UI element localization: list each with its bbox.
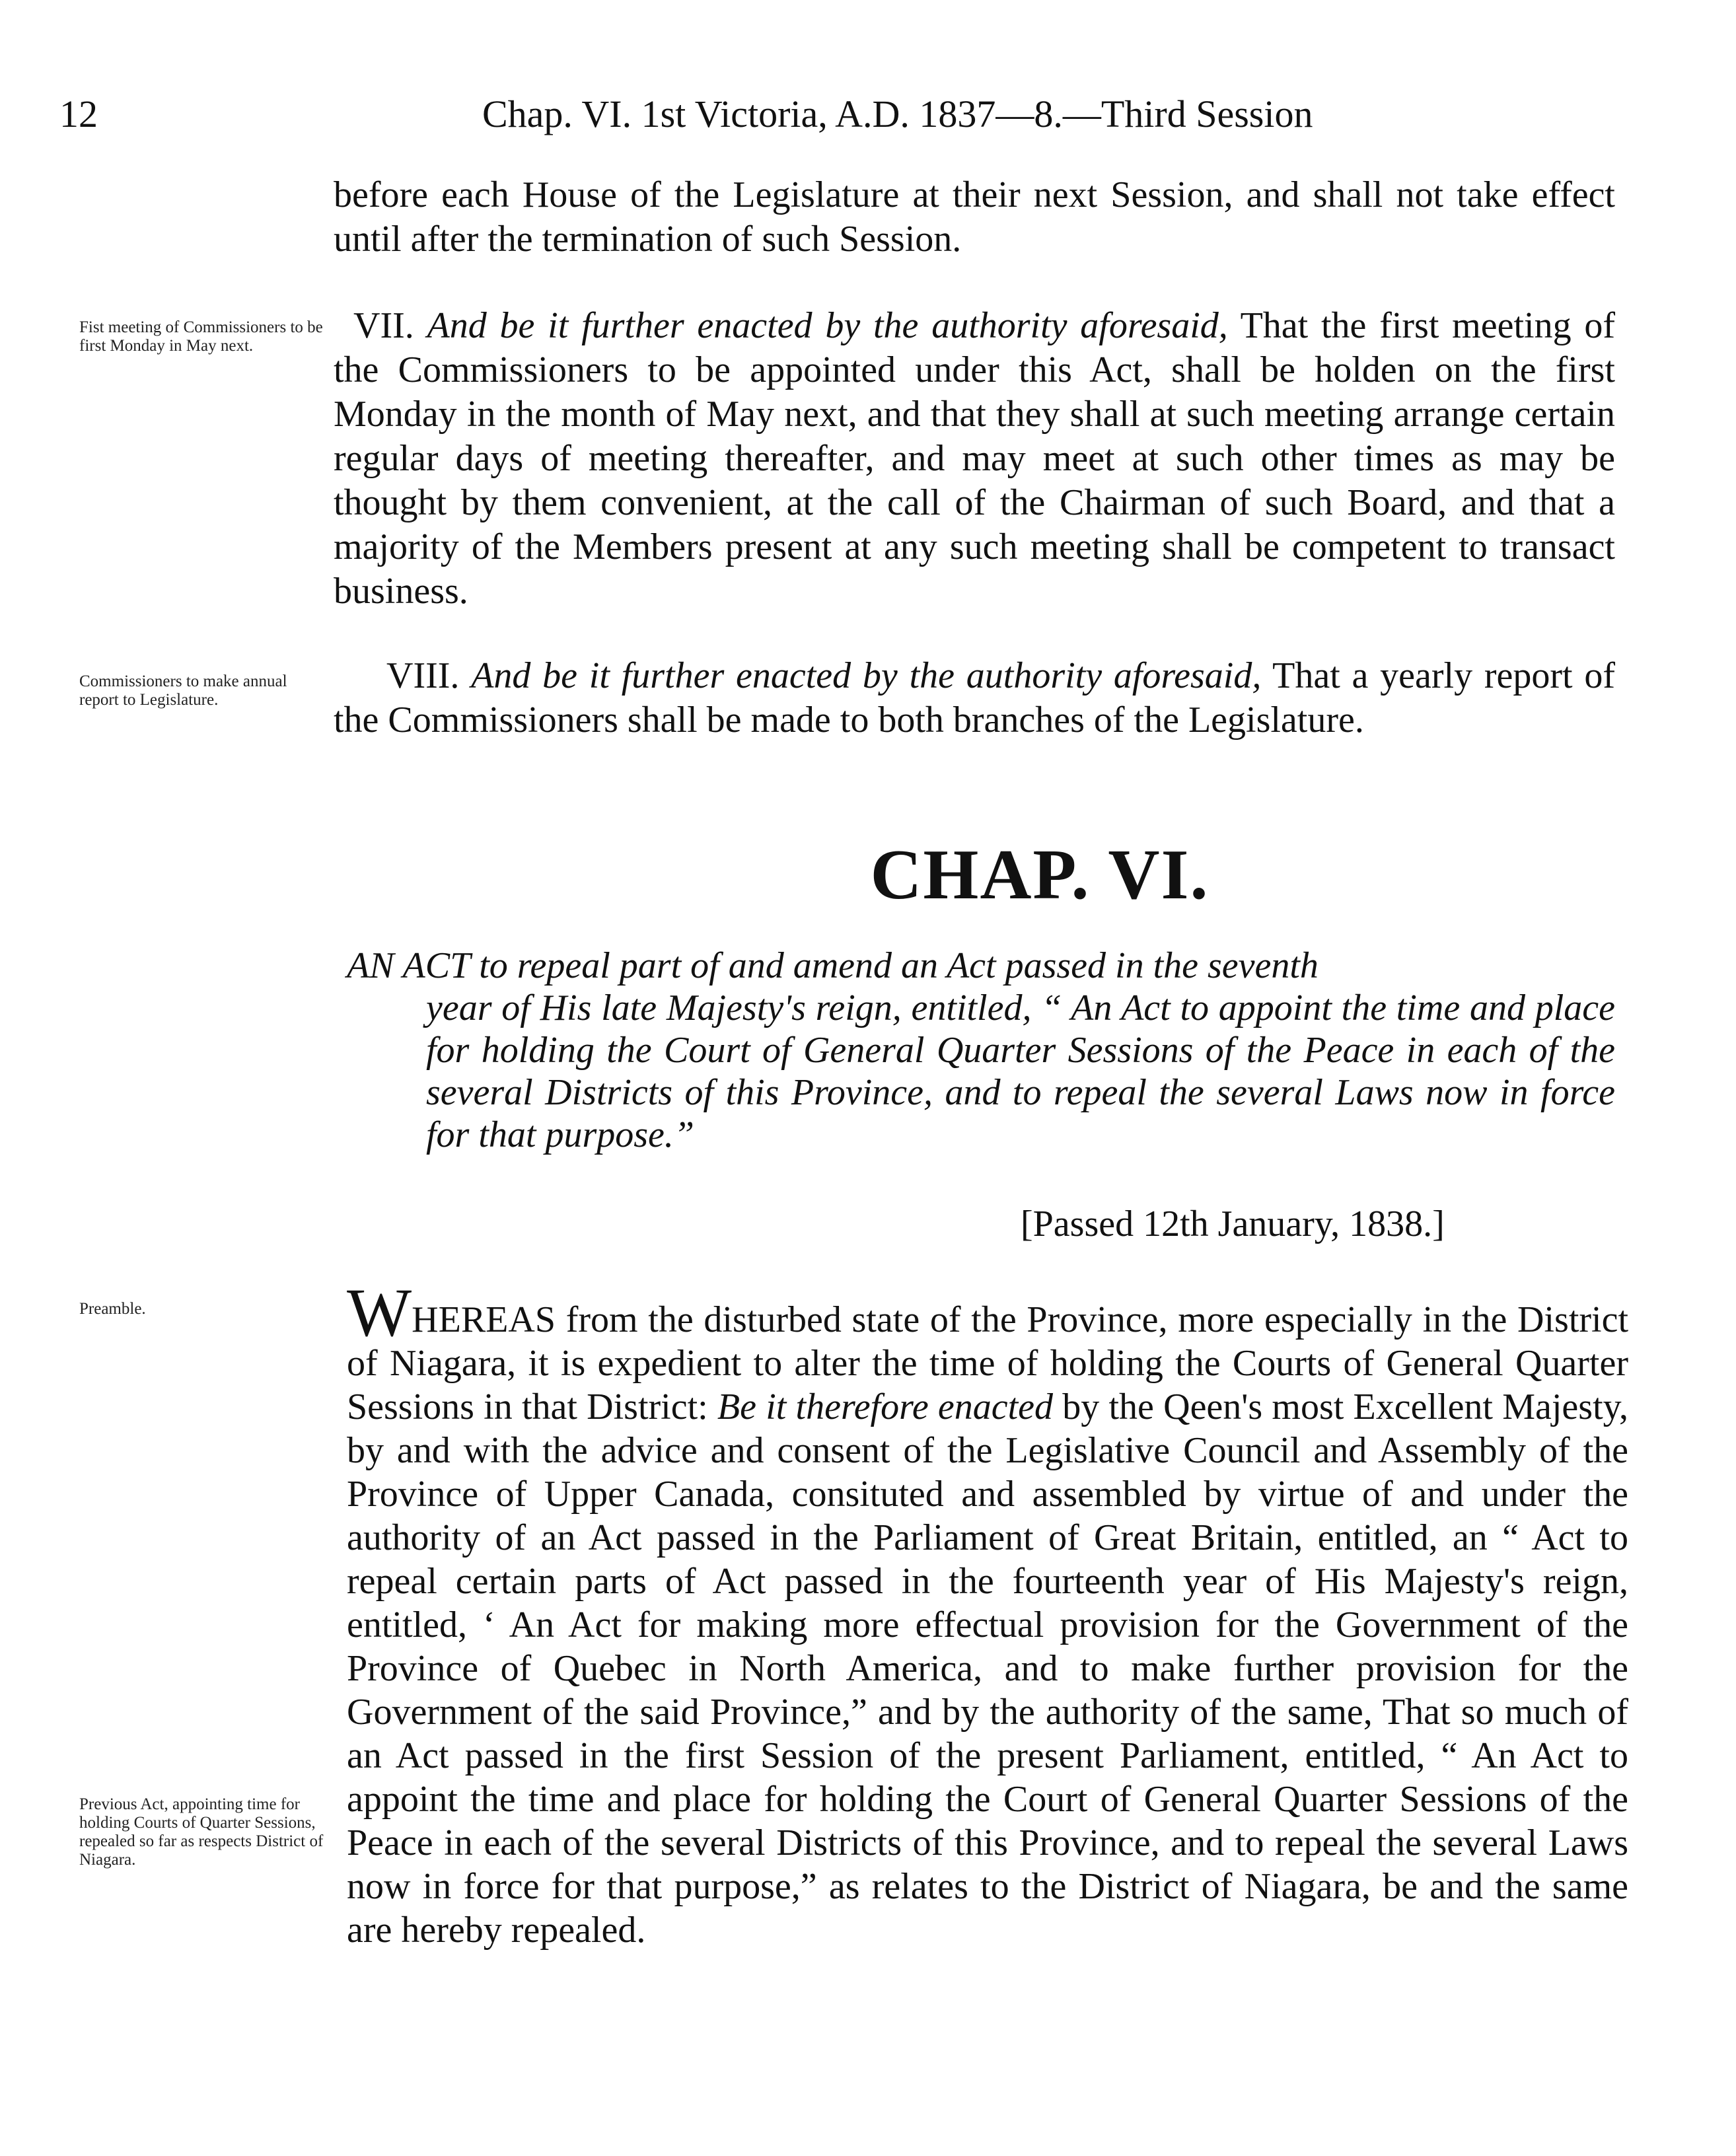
- page-number: 12: [59, 92, 98, 135]
- margin-note-preamble: Preamble.: [79, 1300, 146, 1318]
- section-8-enacting-clause: And be it further enacted by the authority aforesaid,: [471, 655, 1262, 696]
- chapter-title: CHAP. VI.: [870, 836, 1210, 914]
- preamble-text-2: by the Qeen's most Excellent Majesty, by and with the advice and consent of the Legislative Council and Assembly of the Province of Upper Canada, consituted and assembled by virtue of and under the authority of an Act passed in the Parliament of Great Britain, entitled, an “ Act to repeal certain parts of Act passed in the fourteenth year of His Majesty's reign, entitled, ‘ An Act for making more effectual provision for the Government of the Province of Quebec in North America, and to make further provision for the Government of the said Province,” and by the authority of the same, That so much of an Act passed in the first Session of the present Parliament, entitled, “ An Act to appoint the time and place for holding the Court of General Quarter Sessions of the Peace in each of the several Districts of this Province, and to repeal the several Laws now in force for that purpose,” as relates to the District of Niagara, be and the same are hereby repealed.: [347, 1386, 1628, 1951]
- act-title: [347, 945, 1615, 1156]
- header-title: Chap. VI. 1st Victoria, A.D. 1837—8.—Third Session: [482, 92, 1313, 135]
- section-7: [334, 304, 1615, 614]
- section-7-number: VII.: [353, 305, 414, 346]
- act-title-first-line: AN ACT to repeal part of and amend an Act passed in the seventh: [347, 945, 1319, 986]
- margin-note-section-7: Fist meeting of Commissioners to be first Monday in May next.: [79, 318, 323, 355]
- margin-note-section-8: Commissioners to make annual report to Legislature.: [79, 672, 287, 709]
- chapter-heading: [0, 832, 1736, 918]
- section-8-text: That a yearly report of the Commissioners shall be made to both branches of the Legislature.: [334, 655, 1615, 740]
- preamble-paragraph: [347, 1275, 1628, 1952]
- margin-note-previous-act: Previous Act, appointing time for holding Courts of Quarter Sessions, repealed so far as respects District of Niagara.: [79, 1795, 324, 1869]
- act-title-continuation: year of His late Majesty's reign, entitled, “ An Act to appoint the time and place for holding the Court of General Quarter Sessions of the Peace in each of the several Districts of this Province, and to repeal the several Laws now in force for that purpose.”: [426, 988, 1615, 1155]
- section-7-text: That the first meeting of the Commissioners to be appointed under this Act, shall be holden on the first Monday in the month of May next, and that they shall at such meeting arrange certain regular days of meeting thereafter, and may meet at such other times as may be thought by them convenient, at the call of the Chairman of such Board, and that a majority of the Members present at any such meeting shall be competent to transact business.: [334, 305, 1616, 612]
- preamble-text-1: from the disturbed state of the Province, more especially in the District of Niagara, it is expedient to alter the time of holding the Courts of General Quarter Sessions in that District:: [347, 1299, 1628, 1427]
- section-8: [334, 654, 1615, 742]
- section-8-number: VIII.: [386, 655, 460, 696]
- passed-date: [Passed 12th January, 1838.]: [1021, 1204, 1445, 1244]
- preamble-whereas: HEREAS: [412, 1299, 556, 1340]
- preamble-enacting-clause: Be it therefore enacted: [717, 1386, 1054, 1427]
- section-7-enacting-clause: And be it further enacted by the authority aforesaid,: [427, 305, 1228, 346]
- running-head: [59, 85, 1645, 144]
- continuation-paragraph: before each House of the Legislature at their next Session, and shall not take effect until after the termination of such Session.: [334, 174, 1615, 260]
- preamble-drop-cap: W: [347, 1275, 412, 1351]
